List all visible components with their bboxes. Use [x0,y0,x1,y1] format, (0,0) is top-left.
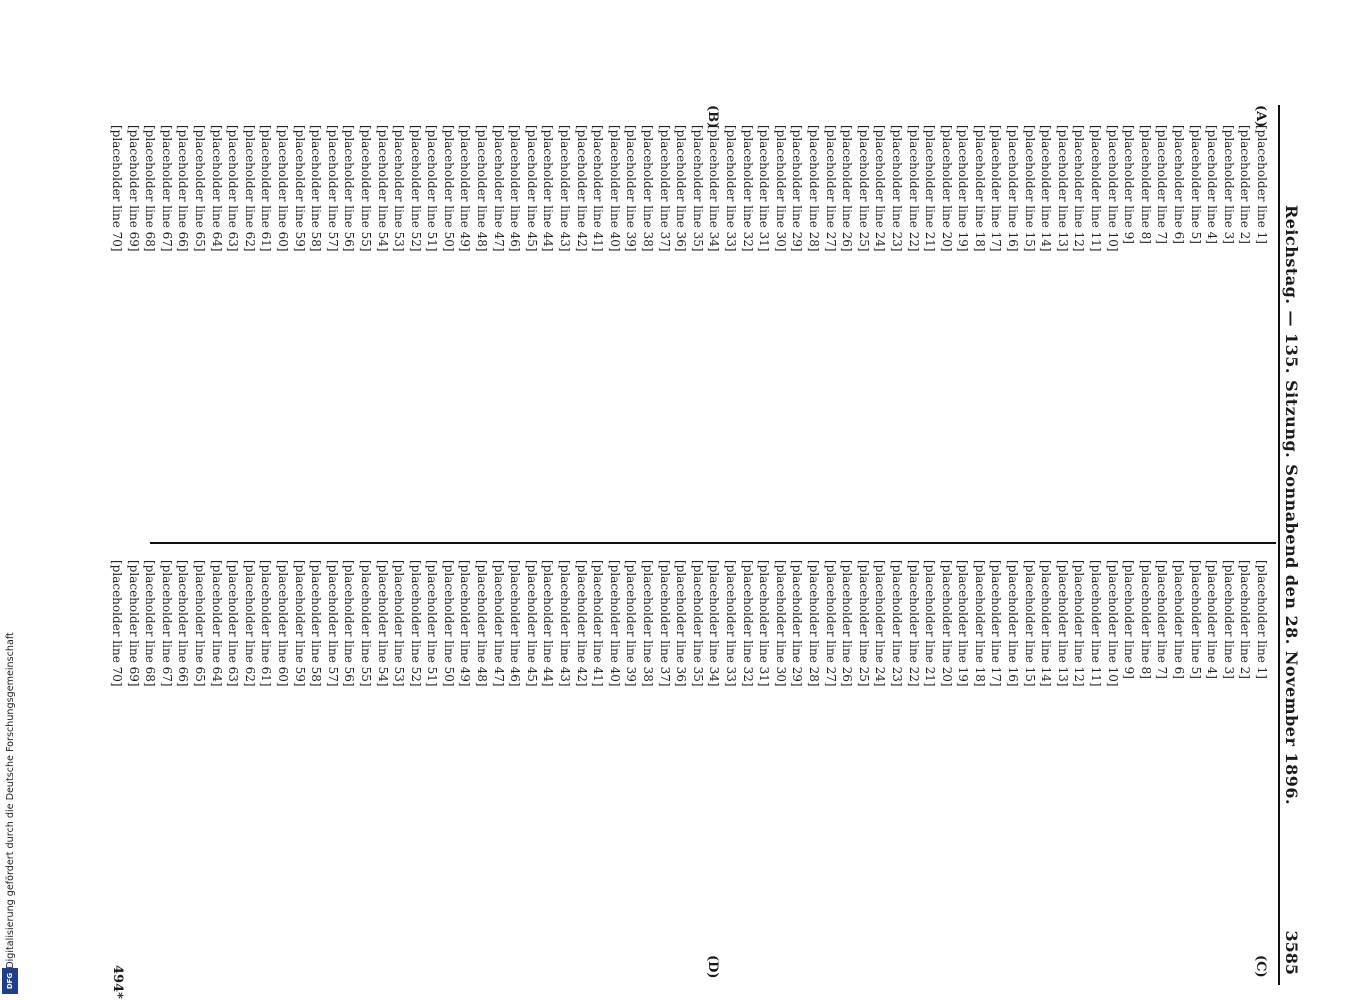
text-line: [placeholder line 36] [674,125,689,252]
text-line: [placeholder line 21] [923,560,938,687]
text-line: [placeholder line 45] [524,560,539,687]
text-line: [placeholder line 23] [889,125,904,252]
text-line: [placeholder line 48] [475,560,490,687]
text-line: [placeholder line 69] [126,125,141,252]
text-line: [placeholder line 50] [441,125,456,252]
text-line: [placeholder line 45] [524,125,539,252]
text-line: [placeholder line 59] [292,125,307,252]
text-line: [placeholder line 19] [956,125,971,252]
text-line: [placeholder line 47] [491,125,506,252]
text-line: [placeholder line 65] [193,560,207,687]
text-line: [placeholder line 26] [840,560,855,687]
text-line: [placeholder line 46] [508,125,523,252]
text-line: [placeholder line 13] [1055,125,1070,252]
text-line: [placeholder line 43] [558,125,573,252]
text-line: [placeholder line 41] [591,125,606,252]
text-line: [placeholder line 30] [773,125,788,252]
text-line: [placeholder line 40] [607,560,622,687]
text-line: [placeholder line 16] [1006,125,1021,252]
text-line: [placeholder line 12] [1072,125,1087,252]
text-line: [placeholder line 31] [757,560,772,687]
text-line: [placeholder line 17] [989,125,1004,252]
text-line: [placeholder line 46] [508,560,523,687]
text-line: [placeholder line 38] [641,560,656,687]
text-line: [placeholder line 49] [458,560,473,687]
text-line: [placeholder line 62] [242,125,257,252]
text-line: [placeholder line 35] [690,560,705,687]
text-line: [placeholder line 32] [740,125,755,252]
text-line: [placeholder line 57] [325,560,340,687]
text-line: [placeholder line 14] [1039,560,1054,687]
margin-letter-a: (A) [1253,105,1268,128]
text-line: [placeholder line 10] [1105,560,1120,687]
text-line: [placeholder line 2] [1238,125,1253,244]
text-line: [placeholder line 35] [690,125,705,252]
text-line: [placeholder line 27] [823,560,838,687]
text-line: [placeholder line 15] [1022,125,1037,252]
text-line: [placeholder line 68] [143,125,158,252]
text-line: [placeholder line 26] [840,125,855,252]
text-line: [placeholder line 1] [1255,125,1269,244]
text-line: [placeholder line 52] [408,560,423,687]
text-line: [placeholder line 9] [1122,125,1137,244]
margin-letter-b: (B) [705,105,720,129]
text-line: [placeholder line 28] [806,125,821,252]
text-line: [placeholder line 42] [574,125,589,252]
text-line: [placeholder line 68] [143,560,158,687]
text-line: [placeholder line 53] [392,125,407,252]
text-line: [placeholder line 27] [823,125,838,252]
page-number: 3585 [1282,930,1301,975]
text-line: [placeholder line 9] [1122,560,1137,679]
text-line: [placeholder line 51] [425,560,440,687]
text-line: [placeholder line 24] [873,560,888,687]
text-line: [placeholder line 30] [773,560,788,687]
text-line: [placeholder line 5] [1188,125,1203,244]
text-line: [placeholder line 49] [458,125,473,252]
text-line: [placeholder line 59] [292,560,307,687]
text-line: [placeholder line 67] [159,125,174,252]
text-line: [placeholder line 8] [1138,560,1153,679]
text-line: [placeholder line 54] [375,560,390,687]
text-line: [placeholder line 43] [558,560,573,687]
text-line: [placeholder line 22] [906,125,921,252]
text-line: [placeholder line 34] [707,560,722,687]
text-line: [placeholder line 37] [657,125,672,252]
text-line: [placeholder line 1] [1255,560,1269,679]
text-line: [placeholder line 3] [1221,560,1236,679]
text-line: [placeholder line 29] [790,125,805,252]
text-line: [placeholder line 25] [856,125,871,252]
margin-letter-d: (D) [705,955,720,979]
text-line: [placeholder line 63] [226,560,241,687]
text-line: [placeholder line 66] [176,125,191,252]
text-line: [placeholder line 36] [674,560,689,687]
digitization-credit [2,605,18,995]
text-line: [placeholder line 37] [657,560,672,687]
text-line: [placeholder line 47] [491,560,506,687]
text-line: [placeholder line 4] [1205,125,1220,244]
text-line: [placeholder line 66] [176,560,191,687]
text-line: [placeholder line 33] [724,125,738,252]
text-line: [placeholder line 29] [790,560,805,687]
scanned-page [40,40,1320,999]
text-line: [placeholder line 8] [1138,125,1153,244]
text-line: [placeholder line 31] [757,125,772,252]
text-line: [placeholder line 34] [707,125,722,252]
text-line: [placeholder line 18] [972,560,987,687]
text-line: [placeholder line 17] [989,560,1004,687]
text-line: [placeholder line 70] [110,560,125,687]
text-line: [placeholder line 20] [939,125,954,252]
text-line: [placeholder line 18] [972,125,987,252]
text-line: [placeholder line 6] [1172,125,1187,244]
text-line: [placeholder line 48] [475,125,490,252]
text-line: [placeholder line 3] [1221,125,1236,244]
text-line: [placeholder line 55] [358,560,373,687]
text-line: [placeholder line 32] [740,560,755,687]
text-line: [placeholder line 52] [408,125,423,252]
text-line: [placeholder line 58] [309,560,324,687]
text-line: [placeholder line 64] [209,560,224,687]
text-line: [placeholder line 69] [126,560,141,687]
dfg-logo-icon [2,968,18,994]
right-column [110,560,1270,960]
left-column [110,125,1270,525]
text-line: [placeholder line 56] [342,125,357,252]
text-line: [placeholder line 44] [541,125,556,252]
digitization-credit-text: Digitalisierung gefördert durch die Deutsche Forschungsgemeinschaft [4,631,16,969]
text-line: [placeholder line 63] [226,125,241,252]
text-line: [placeholder line 14] [1039,125,1054,252]
margin-letter-c: (C) [1253,955,1268,978]
text-line: [placeholder line 4] [1205,560,1220,679]
text-line: [placeholder line 41] [591,560,606,687]
text-line: [placeholder line 20] [939,560,954,687]
header-title: Reichstag. — 135. Sitzung. Sonnabend den 28. November 1896. [1282,204,1301,806]
text-line: [placeholder line 60] [275,125,290,252]
text-line: [placeholder line 15] [1022,560,1037,687]
footer-sheet-number: 494* [110,965,125,999]
text-line: [placeholder line 54] [375,125,390,252]
text-line: [placeholder line 42] [574,560,589,687]
text-line: [placeholder line 67] [159,560,174,687]
text-line: [placeholder line 53] [392,560,407,687]
text-line: [placeholder line 19] [956,560,971,687]
text-line: [placeholder line 70] [110,125,125,252]
column-divider [150,542,1276,544]
text-line: [placeholder line 39] [624,125,639,252]
text-line: [placeholder line 12] [1072,560,1087,687]
text-line: [placeholder line 28] [806,560,821,687]
dfg-logo-text: DFG [6,972,14,990]
text-line: [placeholder line 11] [1089,125,1104,252]
text-line: [placeholder line 60] [275,560,290,687]
text-line: [placeholder line 38] [641,125,656,252]
text-line: [placeholder line 40] [607,125,622,252]
text-line: [placeholder line 51] [425,125,440,252]
text-line: [placeholder line 57] [325,125,340,252]
text-line: [placeholder line 24] [873,125,888,252]
text-line: [placeholder line 22] [906,560,921,687]
text-line: [placeholder line 13] [1055,560,1070,687]
text-line: [placeholder line 61] [259,560,274,687]
text-line: [placeholder line 21] [923,125,938,252]
text-line: [placeholder line 5] [1188,560,1203,679]
text-line: [placeholder line 55] [358,125,373,252]
text-line: [placeholder line 64] [209,125,224,252]
text-line: [placeholder line 23] [889,560,904,687]
page-header [1278,105,1312,985]
text-line: [placeholder line 2] [1238,560,1253,679]
text-line: [placeholder line 7] [1155,125,1170,244]
text-line: [placeholder line 50] [441,560,456,687]
text-line: [placeholder line 11] [1089,560,1104,687]
text-line: [placeholder line 58] [309,125,324,252]
text-line: [placeholder line 6] [1172,560,1187,679]
text-line: [placeholder line 10] [1105,125,1120,252]
text-line: [placeholder line 7] [1155,560,1170,679]
text-line: [placeholder line 33] [724,560,738,687]
rotated-page-content [90,105,1320,999]
text-line: [placeholder line 65] [193,125,207,252]
text-line: [placeholder line 16] [1006,560,1021,687]
text-line: [placeholder line 62] [242,560,257,687]
text-line: [placeholder line 39] [624,560,639,687]
text-line: [placeholder line 25] [856,560,871,687]
text-line: [placeholder line 44] [541,560,556,687]
text-line: [placeholder line 61] [259,125,274,252]
text-line: [placeholder line 56] [342,560,357,687]
